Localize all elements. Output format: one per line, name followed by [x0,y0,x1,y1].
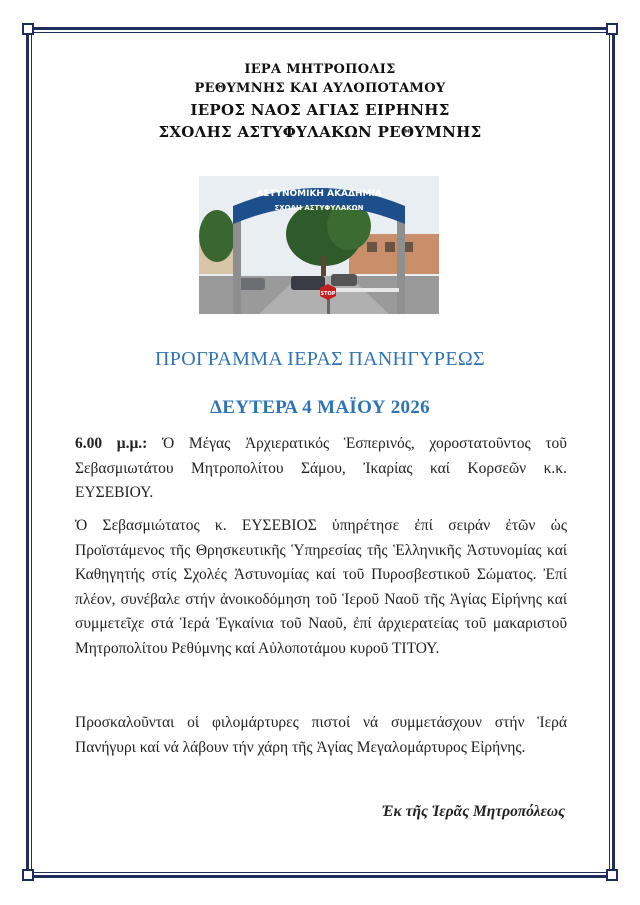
stop-sign-text: STOP [320,291,336,297]
program-title: ΠΡΟΓΡΑΜΜΑ ΙΕΡΑΣ ΠΑΝΗΓΥΡΕΩΣ [155,348,485,370]
header-region: ΡΕΘΥΜΝΗΣ ΚΑΙ ΑΥΛΟΠΟΤΑΜΟΥ [194,81,446,96]
schedule-time: 6.00 μ.μ.: [75,435,148,452]
paragraph-biography: Ὁ Σεβασμιώτατος κ. ΕΥΣΕΒΙΟΣ ὑπηρέτησε ἐπί σειράν ἐτῶν ὡς Προϊστάμενος τῆς Θρησκευτικῆς Ὑπηρεσίας τῆς Ἑλληνικῆς Ἀστυνομίας καί Καθηγητής στίς Σχολές Ἀστυνομίας καί τοῦ Πυροσβεστικοῦ Σώματος. Ἐπί πλέον, συνέβαλε στήν ἀνοικοδόμηση τοῦ Ἱεροῦ Ναοῦ τῆς Ἁγίας Εἰρήνης καί συμμετεῖχε στά Ἱερά Ἐγκαίνια τοῦ Ναοῦ, ἐπί ἀρχιερατείας τοῦ μακαριστοῦ Μητροπολίτου Ρεθύμνης καί Αὐλοποτάμου κυροῦ ΤΙΤΟΥ. [75,517,567,657]
border-corner-ornament [606,23,618,35]
header-church: ΙΕΡΟΣ ΝΑΟΣ ΑΓΙΑΣ ΕΙΡΗΝΗΣ [190,101,450,119]
paragraph-invitation: Προσκαλοῦνται οἱ φιλομάρτυρες πιστοί νά συμμετάσχουν στήν Ἱερά Πανήγυρι καί νά λάβουν τήν χάρη τῆς Ἁγίας Μεγαλομάρτυρος Εἰρήνης. [75,714,567,756]
paragraph-schedule [75,432,567,506]
arch-sign-line2: ΣΧΟΛΗ ΑΣΤΥΦΥΛΑΚΩΝ [274,204,364,212]
border-corner-ornament [606,869,618,881]
signature-line: Ἐκ τῆς Ἱερᾶς Μητροπόλεως [381,803,565,820]
header-metropolis: ΙΕΡΑ ΜΗΤΡΟΠΟΛΙΣ [244,62,396,77]
police-academy-photo [199,176,439,314]
arch-sign-line1: ΑΣΤΥΝΟΜΙΚΗ ΑΚΑΔΗΜΙΑ [256,189,382,199]
border-corner-ornament [22,23,34,35]
schedule-description: Ὁ Μέγας Ἀρχιερατικός Ἑσπερινός, χοροστατοῦντος τοῦ Σεβασμιωτάτου Μητροπολίτου Σάμου, Ἰκαρίας καί Κορσεῶν κ.κ. ΕΥΣΕΒΙΟΥ. [75,435,567,501]
header-school: ΣΧΟΛΗΣ ΑΣΤΥΦΥΛΑΚΩΝ ΡΕΘΥΜΝΗΣ [158,123,482,141]
border-corner-ornament [22,869,34,881]
program-date: ΔΕΥΤΕΡΑ 4 ΜΑΪΟΥ 2026 [210,397,430,418]
